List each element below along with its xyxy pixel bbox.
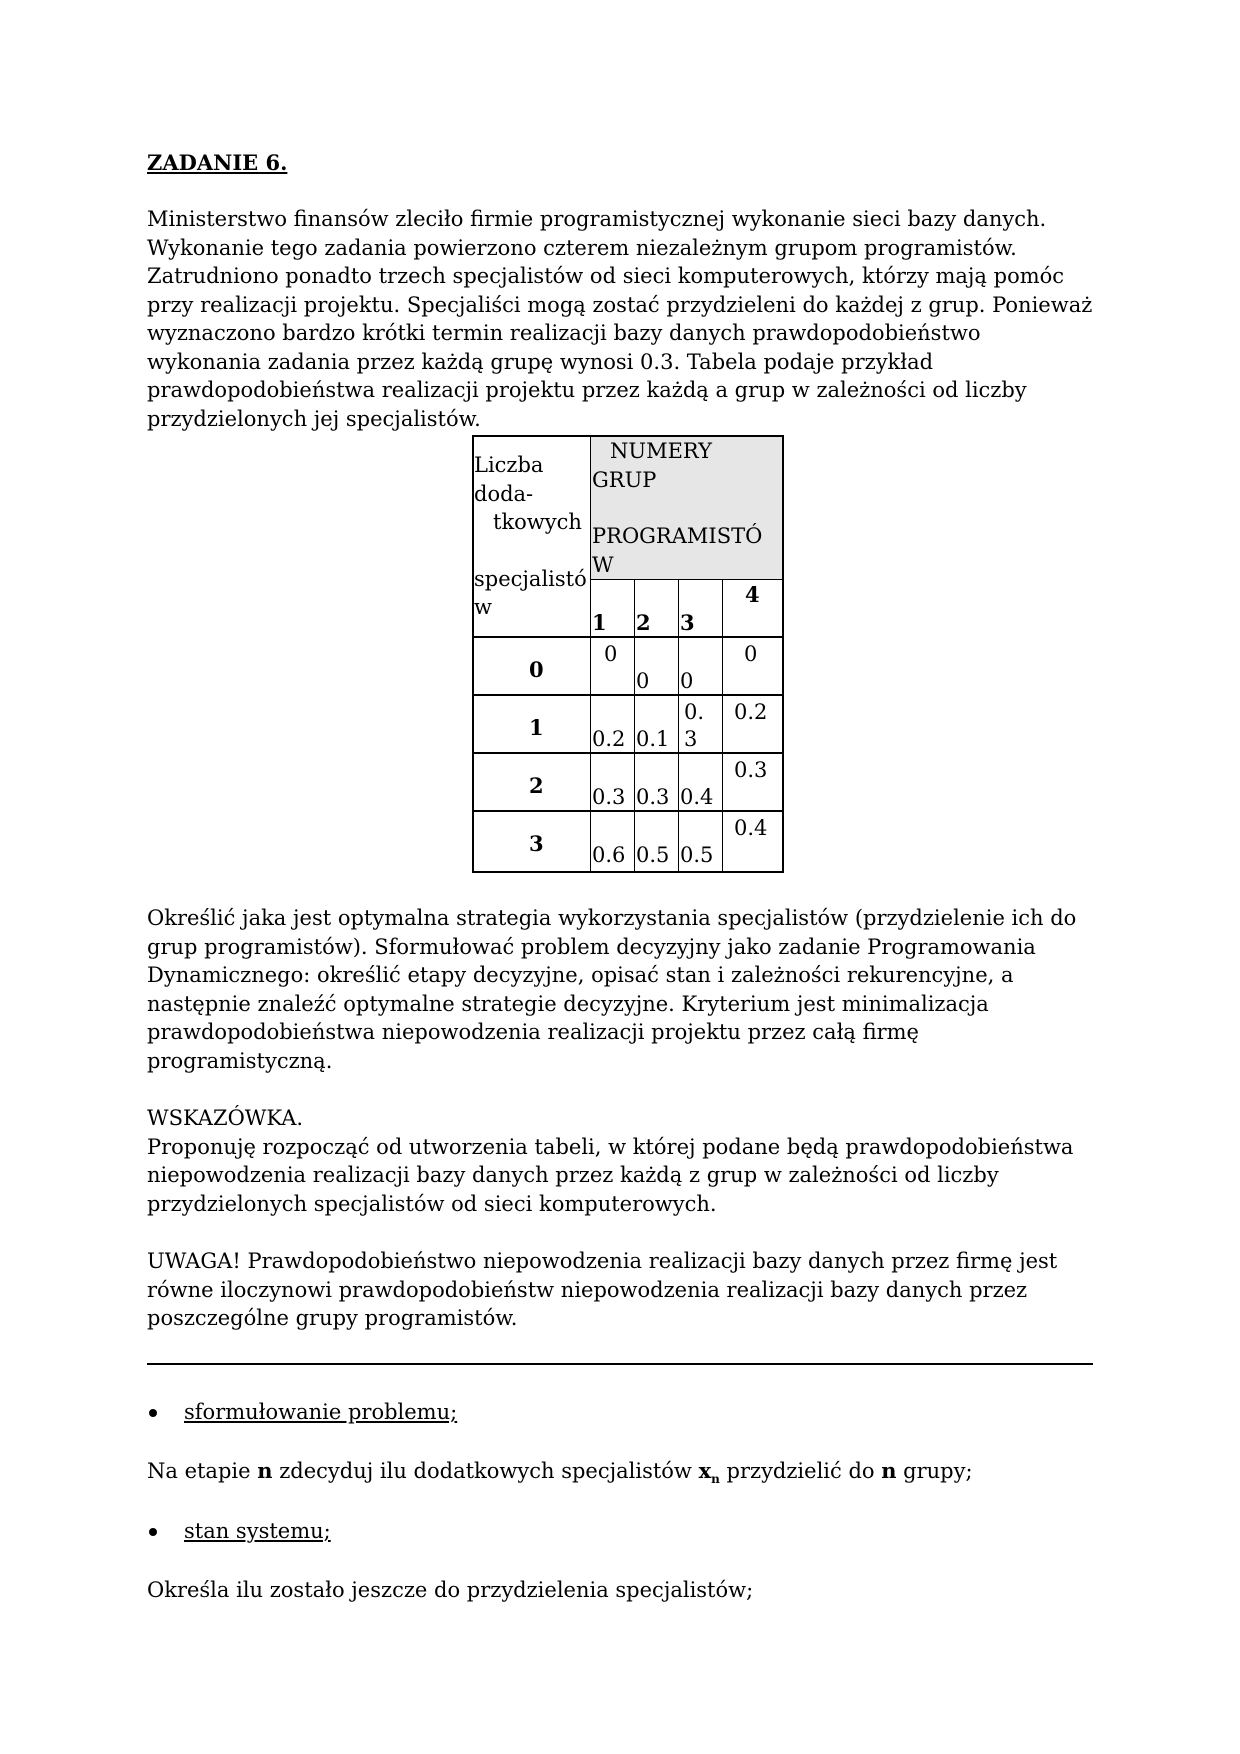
stage-paragraph	[147, 1457, 1093, 1486]
col-header-line: W	[592, 552, 614, 577]
group-number: 4	[745, 582, 760, 607]
bullet-label: sformułowanie problemu;	[184, 1400, 458, 1424]
group-number: 3	[680, 610, 695, 635]
bullet-icon	[149, 1528, 157, 1536]
column-header	[592, 437, 782, 579]
table-cell: 0	[604, 642, 618, 666]
horizontal-rule	[147, 1363, 1093, 1365]
stage-text: grupy;	[896, 1459, 973, 1483]
state-paragraph: Określa ilu zostało jeszcze do przydzielenia specjalistów;	[147, 1578, 754, 1602]
row-specialists: 1	[529, 715, 544, 740]
row-header	[474, 451, 590, 622]
group-number: 1	[592, 610, 607, 635]
stage-var: n	[257, 1458, 273, 1483]
task-paragraph: Określić jaka jest optymalna strategia wykorzystania specjalistów (przydzielenie ich do grup programistów). Sformułować problem decyzyjny jako zadanie Programowania Dynamicznego: określić etapy decyzyjne, opisać stan i zależności rekurencyjne, a następnie znaleźć optymalne strategie decyzyjne. Kryterium jest minimalizacja prawdopodobieństwa niepowodzenia realizacji projektu przez całą firmę programistyczną.	[147, 906, 1077, 1073]
table-cell: 0.3	[592, 785, 626, 809]
table-cell: 0.4	[680, 785, 714, 809]
table-cell: 0	[744, 642, 758, 666]
stage-text: zdecyduj ilu dodatkowych specjalistów	[272, 1459, 699, 1483]
group-number: 2	[636, 610, 651, 635]
row-header-line	[474, 537, 590, 565]
bullet-icon	[149, 1409, 157, 1417]
row-specialists: 3	[529, 831, 544, 856]
table-cell: 0.3	[636, 785, 670, 809]
row-header-line: specjalistó	[474, 566, 587, 591]
table-cell: 3	[684, 727, 698, 751]
hint-paragraph: Proponuję rozpocząć od utworzenia tabeli, w której podane będą prawdopodobieństwa niepowodzenia realizacji bazy danych przez każdą z grup w zależności od liczby przydzielonych specjalistów od sieci komputerowych.	[147, 1134, 1074, 1216]
table-cell: 0.4	[734, 816, 768, 840]
table-cell: 0.	[684, 700, 705, 724]
row-specialists: 0	[529, 657, 544, 682]
note-paragraph: UWAGA! Prawdopodobieństwo niepowodzenia realizacji bazy danych przez firmę jest równe iloczynowi prawdopodobieństw niepowodzenia realizacji bazy danych przez poszczególne grupy programistów.	[147, 1249, 1058, 1330]
table-cell: 0.6	[592, 843, 626, 867]
row-header-line: w	[474, 595, 492, 619]
col-header-line: NUMERY	[610, 439, 712, 463]
table-cell: 0.5	[636, 843, 670, 867]
table-cell: 0.5	[680, 843, 714, 867]
table-cell: 0	[636, 669, 650, 693]
stage-text: przydzielić do	[719, 1459, 882, 1483]
probability-table	[472, 435, 784, 873]
stage-var: x	[698, 1458, 712, 1483]
col-header-line: GRUP	[592, 467, 657, 492]
table-cell: 0.2	[592, 727, 626, 751]
row-header-line: doda-	[474, 481, 534, 506]
stage-text: Na etapie	[147, 1459, 258, 1483]
table-cell: 0	[680, 669, 694, 693]
bullet-label: stan systemu;	[184, 1519, 331, 1543]
intro-paragraph: Ministerstwo finansów zleciło firmie programistycznej wykonanie sieci bazy danych. Wykonanie tego zadania powierzono czterem niezależnym grupom programistów. Zatrudniono ponadto trzech specjalistów od sieci komputerowych, którzy mają pomóc przy realizacji projektu. Specjaliści mogą zostać przydzieleni do każdej z grup. Ponieważ wyznaczono bardzo krótki termin realizacji bazy danych prawdopodobieństwo wykonania zadania przez każdą grupę wynosi 0.3. Tabela podaje przykład prawdopodobieństwa realizacji projektu przez każdą a grup w zależności od liczby przydzielonych jej specjalistów.	[147, 207, 1093, 431]
col-header-line: PROGRAMISTÓ	[592, 524, 763, 548]
hint-title: WSKAZÓWKA.	[147, 1106, 304, 1130]
row-header-line: tkowych	[493, 510, 582, 534]
stage-subscript: n	[711, 1472, 720, 1487]
table-cell: 0.1	[636, 727, 670, 751]
task-title: ZADANIE 6.	[147, 150, 288, 175]
stage-var: n	[881, 1458, 897, 1483]
table-cell: 0.3	[734, 758, 768, 782]
table-cell: 0.2	[734, 700, 768, 724]
row-specialists: 2	[529, 773, 544, 798]
row-header-line: Liczba	[474, 453, 544, 477]
hint-block	[147, 1104, 1093, 1218]
